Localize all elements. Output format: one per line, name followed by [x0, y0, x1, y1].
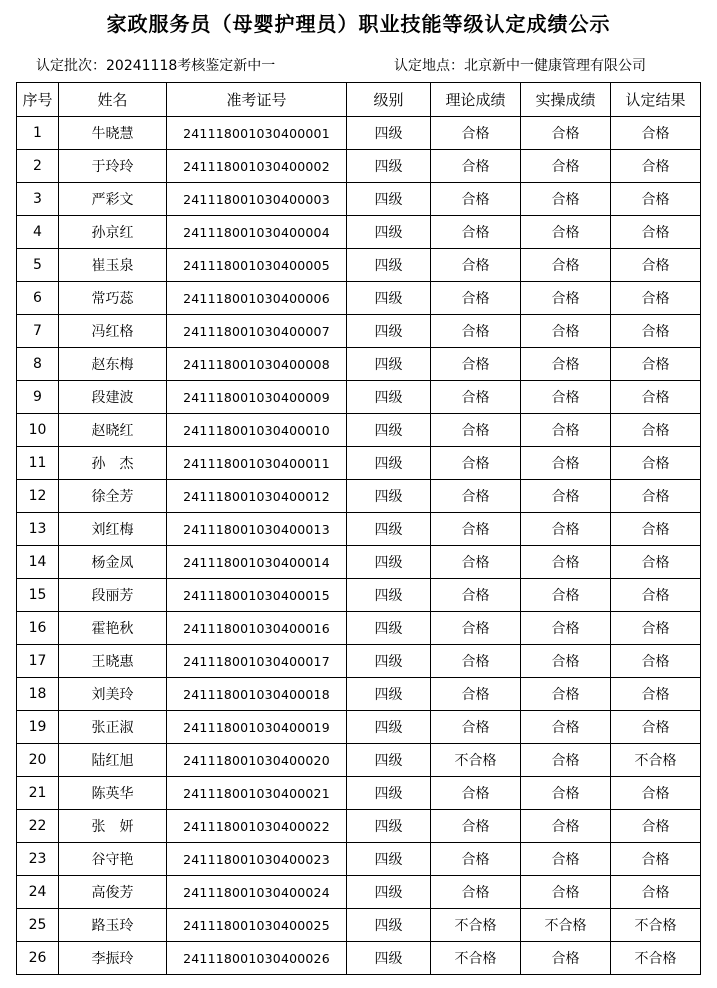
header-seq: 序号	[17, 83, 59, 117]
table-row	[17, 513, 701, 546]
cell-level: 四级	[347, 744, 431, 777]
cell-exam-id: 241118001030400020	[167, 744, 347, 777]
cell-exam-id: 241118001030400021	[167, 777, 347, 810]
cell-exam-id: 241118001030400017	[167, 645, 347, 678]
cell-result: 合格	[611, 579, 701, 612]
cell-practical: 合格	[521, 810, 611, 843]
cell-level: 四级	[347, 348, 431, 381]
cell-result: 合格	[611, 876, 701, 909]
cell-level: 四级	[347, 150, 431, 183]
table-row	[17, 480, 701, 513]
cell-practical: 合格	[521, 480, 611, 513]
cell-result: 合格	[611, 348, 701, 381]
cell-result: 合格	[611, 480, 701, 513]
cell-theory: 合格	[431, 513, 521, 546]
cell-exam-id: 241118001030400018	[167, 678, 347, 711]
cell-name: 路玉玲	[59, 909, 167, 942]
cell-theory: 不合格	[431, 942, 521, 975]
table-row	[17, 381, 701, 414]
cell-name: 高俊芳	[59, 876, 167, 909]
cell-level: 四级	[347, 447, 431, 480]
cell-theory: 合格	[431, 810, 521, 843]
cell-theory: 合格	[431, 414, 521, 447]
cell-theory: 合格	[431, 711, 521, 744]
table-row	[17, 348, 701, 381]
cell-result: 合格	[611, 513, 701, 546]
header-practical-score: 实操成绩	[521, 83, 611, 117]
cell-exam-id: 241118001030400012	[167, 480, 347, 513]
cell-result: 合格	[611, 546, 701, 579]
table-row	[17, 777, 701, 810]
cell-name: 赵晓红	[59, 414, 167, 447]
cell-theory: 合格	[431, 843, 521, 876]
cell-name: 孙 杰	[59, 447, 167, 480]
cell-theory: 合格	[431, 678, 521, 711]
cell-theory: 合格	[431, 579, 521, 612]
cell-practical: 合格	[521, 414, 611, 447]
cell-exam-id: 241118001030400008	[167, 348, 347, 381]
cell-name: 徐全芳	[59, 480, 167, 513]
cell-practical: 合格	[521, 711, 611, 744]
cell-exam-id: 241118001030400025	[167, 909, 347, 942]
header-level: 级别	[347, 83, 431, 117]
cell-theory: 合格	[431, 249, 521, 282]
table-row	[17, 282, 701, 315]
batch-label: 认定批次：20241118考核鉴定新中一	[36, 58, 276, 74]
cell-theory: 合格	[431, 447, 521, 480]
cell-exam-id: 241118001030400004	[167, 216, 347, 249]
cell-practical: 合格	[521, 315, 611, 348]
cell-level: 四级	[347, 909, 431, 942]
cell-practical: 合格	[521, 546, 611, 579]
cell-seq: 18	[17, 678, 59, 711]
cell-practical: 合格	[521, 612, 611, 645]
cell-result: 合格	[611, 810, 701, 843]
cell-name: 陈英华	[59, 777, 167, 810]
cell-seq: 17	[17, 645, 59, 678]
cell-practical: 合格	[521, 381, 611, 414]
cell-theory: 不合格	[431, 909, 521, 942]
header-result: 认定结果	[611, 83, 701, 117]
cell-result: 合格	[611, 645, 701, 678]
cell-practical: 合格	[521, 942, 611, 975]
cell-result: 合格	[611, 150, 701, 183]
cell-name: 张正淑	[59, 711, 167, 744]
cell-theory: 合格	[431, 480, 521, 513]
cell-seq: 13	[17, 513, 59, 546]
cell-name: 于玲玲	[59, 150, 167, 183]
cell-theory: 合格	[431, 282, 521, 315]
cell-theory: 合格	[431, 381, 521, 414]
table-row	[17, 117, 701, 150]
cell-exam-id: 241118001030400014	[167, 546, 347, 579]
table-row	[17, 678, 701, 711]
cell-practical: 不合格	[521, 909, 611, 942]
cell-theory: 合格	[431, 876, 521, 909]
cell-exam-id: 241118001030400006	[167, 282, 347, 315]
cell-practical: 合格	[521, 183, 611, 216]
cell-seq: 26	[17, 942, 59, 975]
cell-result: 合格	[611, 414, 701, 447]
header-exam-id: 准考证号	[167, 83, 347, 117]
header-theory-score: 理论成绩	[431, 83, 521, 117]
cell-result: 合格	[611, 381, 701, 414]
cell-level: 四级	[347, 513, 431, 546]
cell-name: 刘美玲	[59, 678, 167, 711]
cell-exam-id: 241118001030400010	[167, 414, 347, 447]
table-row	[17, 876, 701, 909]
cell-name: 陆红旭	[59, 744, 167, 777]
cell-level: 四级	[347, 942, 431, 975]
cell-level: 四级	[347, 645, 431, 678]
table-row	[17, 612, 701, 645]
cell-seq: 22	[17, 810, 59, 843]
table-row	[17, 843, 701, 876]
cell-seq: 3	[17, 183, 59, 216]
cell-exam-id: 241118001030400024	[167, 876, 347, 909]
table-row	[17, 579, 701, 612]
table-row	[17, 546, 701, 579]
table-row	[17, 810, 701, 843]
cell-seq: 19	[17, 711, 59, 744]
cell-name: 崔玉泉	[59, 249, 167, 282]
cell-exam-id: 241118001030400003	[167, 183, 347, 216]
table-row	[17, 216, 701, 249]
cell-seq: 6	[17, 282, 59, 315]
cell-seq: 2	[17, 150, 59, 183]
table-row	[17, 645, 701, 678]
cell-theory: 合格	[431, 777, 521, 810]
cell-practical: 合格	[521, 150, 611, 183]
cell-result: 合格	[611, 183, 701, 216]
cell-name: 常巧蕊	[59, 282, 167, 315]
cell-result: 合格	[611, 249, 701, 282]
cell-seq: 10	[17, 414, 59, 447]
cell-name: 段丽芳	[59, 579, 167, 612]
cell-exam-id: 241118001030400001	[167, 117, 347, 150]
header-name: 姓名	[59, 83, 167, 117]
cell-name: 张 妍	[59, 810, 167, 843]
cell-practical: 合格	[521, 744, 611, 777]
cell-theory: 合格	[431, 183, 521, 216]
cell-theory: 合格	[431, 645, 521, 678]
cell-seq: 15	[17, 579, 59, 612]
cell-name: 牛晓慧	[59, 117, 167, 150]
cell-practical: 合格	[521, 348, 611, 381]
table-row	[17, 249, 701, 282]
cell-level: 四级	[347, 414, 431, 447]
cell-exam-id: 241118001030400005	[167, 249, 347, 282]
cell-theory: 不合格	[431, 744, 521, 777]
cell-seq: 5	[17, 249, 59, 282]
cell-level: 四级	[347, 843, 431, 876]
cell-result: 合格	[611, 282, 701, 315]
cell-exam-id: 241118001030400013	[167, 513, 347, 546]
cell-theory: 合格	[431, 315, 521, 348]
cell-practical: 合格	[521, 579, 611, 612]
cell-practical: 合格	[521, 282, 611, 315]
cell-level: 四级	[347, 117, 431, 150]
page-title: 家政服务员（母婴护理员）职业技能等级认定成绩公示	[106, 12, 611, 36]
cell-level: 四级	[347, 249, 431, 282]
table-row	[17, 150, 701, 183]
cell-result: 合格	[611, 843, 701, 876]
cell-seq: 11	[17, 447, 59, 480]
cell-level: 四级	[347, 579, 431, 612]
cell-level: 四级	[347, 480, 431, 513]
cell-seq: 7	[17, 315, 59, 348]
table-row	[17, 447, 701, 480]
cell-name: 赵东梅	[59, 348, 167, 381]
cell-practical: 合格	[521, 876, 611, 909]
cell-name: 王晓惠	[59, 645, 167, 678]
cell-level: 四级	[347, 678, 431, 711]
cell-seq: 24	[17, 876, 59, 909]
cell-seq: 21	[17, 777, 59, 810]
cell-exam-id: 241118001030400011	[167, 447, 347, 480]
cell-name: 霍艳秋	[59, 612, 167, 645]
cell-result: 合格	[611, 447, 701, 480]
cell-level: 四级	[347, 315, 431, 348]
cell-seq: 20	[17, 744, 59, 777]
cell-level: 四级	[347, 282, 431, 315]
cell-exam-id: 241118001030400026	[167, 942, 347, 975]
cell-theory: 合格	[431, 150, 521, 183]
cell-result: 合格	[611, 777, 701, 810]
cell-result: 不合格	[611, 909, 701, 942]
cell-name: 严彩文	[59, 183, 167, 216]
table-header-row	[17, 83, 701, 117]
cell-exam-id: 241118001030400002	[167, 150, 347, 183]
cell-theory: 合格	[431, 117, 521, 150]
results-table	[16, 82, 701, 975]
table-row	[17, 744, 701, 777]
cell-level: 四级	[347, 777, 431, 810]
cell-theory: 合格	[431, 546, 521, 579]
table-row	[17, 414, 701, 447]
cell-seq: 12	[17, 480, 59, 513]
cell-seq: 9	[17, 381, 59, 414]
cell-exam-id: 241118001030400023	[167, 843, 347, 876]
cell-practical: 合格	[521, 777, 611, 810]
cell-level: 四级	[347, 876, 431, 909]
cell-level: 四级	[347, 183, 431, 216]
cell-practical: 合格	[521, 447, 611, 480]
cell-result: 合格	[611, 711, 701, 744]
cell-seq: 25	[17, 909, 59, 942]
location-label: 认定地点：北京新中一健康管理有限公司	[394, 58, 646, 74]
cell-seq: 16	[17, 612, 59, 645]
cell-name: 李振玲	[59, 942, 167, 975]
cell-result: 合格	[611, 216, 701, 249]
cell-level: 四级	[347, 381, 431, 414]
cell-practical: 合格	[521, 249, 611, 282]
cell-practical: 合格	[521, 216, 611, 249]
table-body	[17, 117, 701, 975]
cell-level: 四级	[347, 546, 431, 579]
cell-name: 冯红格	[59, 315, 167, 348]
cell-practical: 合格	[521, 513, 611, 546]
cell-result: 合格	[611, 678, 701, 711]
cell-result: 不合格	[611, 942, 701, 975]
cell-practical: 合格	[521, 645, 611, 678]
cell-name: 谷守艳	[59, 843, 167, 876]
cell-seq: 8	[17, 348, 59, 381]
cell-result: 不合格	[611, 744, 701, 777]
cell-exam-id: 241118001030400007	[167, 315, 347, 348]
cell-practical: 合格	[521, 117, 611, 150]
cell-name: 段建波	[59, 381, 167, 414]
table-row	[17, 711, 701, 744]
cell-seq: 14	[17, 546, 59, 579]
cell-seq: 23	[17, 843, 59, 876]
table-row	[17, 183, 701, 216]
cell-exam-id: 241118001030400019	[167, 711, 347, 744]
cell-result: 合格	[611, 612, 701, 645]
cell-result: 合格	[611, 117, 701, 150]
cell-seq: 1	[17, 117, 59, 150]
table-row	[17, 942, 701, 975]
cell-theory: 合格	[431, 612, 521, 645]
cell-exam-id: 241118001030400015	[167, 579, 347, 612]
cell-practical: 合格	[521, 843, 611, 876]
cell-exam-id: 241118001030400016	[167, 612, 347, 645]
cell-exam-id: 241118001030400022	[167, 810, 347, 843]
table-row	[17, 909, 701, 942]
cell-seq: 4	[17, 216, 59, 249]
cell-exam-id: 241118001030400009	[167, 381, 347, 414]
table-row	[17, 315, 701, 348]
cell-name: 孙京红	[59, 216, 167, 249]
cell-level: 四级	[347, 711, 431, 744]
cell-level: 四级	[347, 216, 431, 249]
cell-practical: 合格	[521, 678, 611, 711]
cell-level: 四级	[347, 810, 431, 843]
cell-name: 杨金凤	[59, 546, 167, 579]
cell-level: 四级	[347, 612, 431, 645]
cell-theory: 合格	[431, 216, 521, 249]
cell-name: 刘红梅	[59, 513, 167, 546]
cell-theory: 合格	[431, 348, 521, 381]
cell-result: 合格	[611, 315, 701, 348]
